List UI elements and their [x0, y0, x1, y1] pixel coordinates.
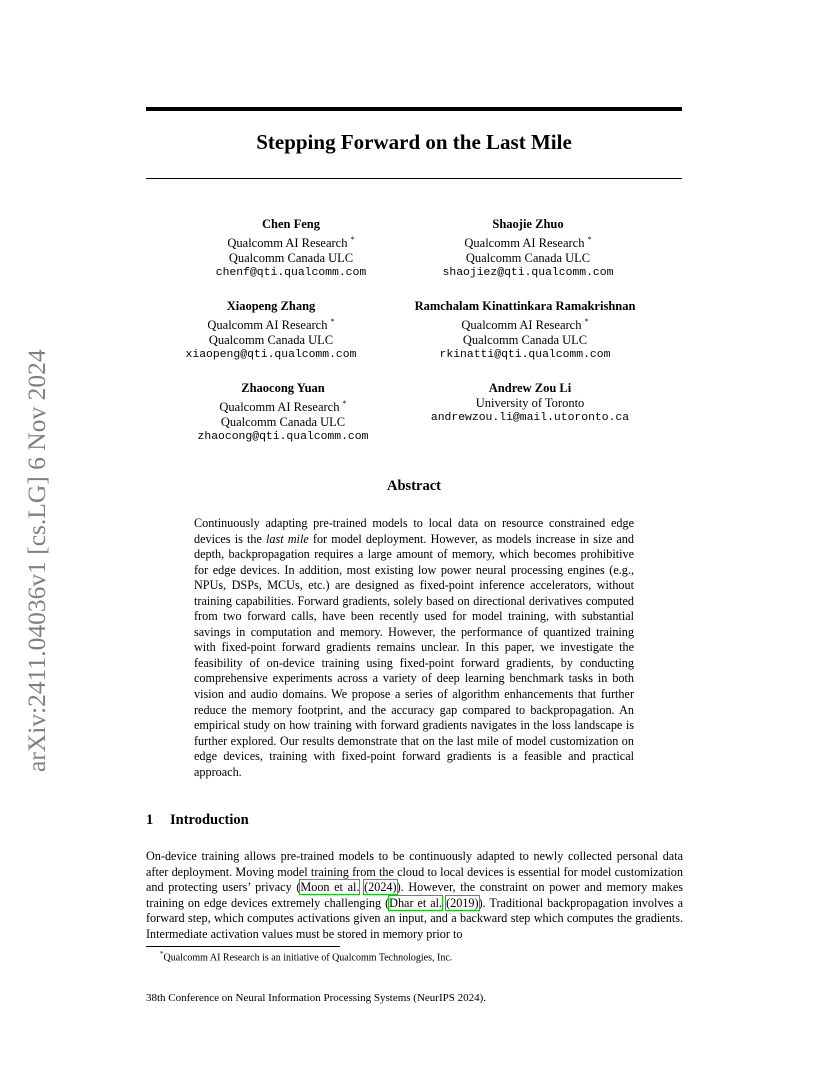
- author-name: Ramchalam Kinattinkara Ramakrishnan: [414, 299, 636, 313]
- author-name: Xiaopeng Zhang: [226, 299, 316, 313]
- intro-text: ). However, the constraint on power and memory makes training on edge devices extremely challenging (: [146, 880, 684, 910]
- author-affiliation: Qualcomm Canada ULC: [228, 251, 354, 266]
- author-block: [386, 299, 664, 363]
- author-affiliation: Qualcomm AI Research: [461, 318, 582, 333]
- author-email: andrewzou.li@mail.utoronto.ca: [430, 412, 630, 424]
- citation-year-link[interactable]: (2019): [446, 895, 479, 910]
- citation-link[interactable]: Dhar et al.: [389, 895, 443, 910]
- paper-title: Stepping Forward on the Last Mile: [256, 130, 572, 154]
- footnote-text: Qualcomm AI Research is an initiative of Qualcomm Technologies, Inc.: [163, 952, 453, 964]
- author-block: [168, 381, 398, 445]
- author-affiliation: University of Toronto: [475, 396, 585, 410]
- title-rule-top: [146, 107, 682, 111]
- abstract-emphasis: last mile: [266, 531, 309, 546]
- footnote-mark: *: [587, 235, 592, 244]
- abstract-body: [194, 516, 634, 780]
- author-name: Shaojie Zhuo: [492, 217, 564, 231]
- citation-link[interactable]: Moon et al.: [300, 880, 360, 894]
- author-name: Andrew Zou Li: [488, 381, 572, 395]
- author-block: [398, 217, 658, 281]
- citation-year-link[interactable]: (2024): [364, 880, 397, 894]
- abstract-text: Continuously adapting pre-trained models to local data on resource constrained edge devices is the: [194, 516, 634, 546]
- title-rule-bottom: [146, 178, 682, 179]
- author-email: rkinatti@qti.qualcomm.com: [439, 349, 611, 362]
- footnote-mark: *: [330, 317, 335, 326]
- intro-paragraph: [146, 849, 683, 942]
- author-name: Zhaocong Yuan: [241, 381, 325, 395]
- author-block: [398, 381, 662, 426]
- section-number: 1: [146, 812, 154, 828]
- author-name: Chen Feng: [262, 217, 320, 231]
- author-email: chenf@qti.qualcomm.com: [215, 267, 367, 280]
- author-affiliation: Qualcomm AI Research: [464, 236, 585, 251]
- footnote-rule: [146, 946, 340, 947]
- abstract-paragraph: [194, 516, 634, 780]
- author-affiliation: Qualcomm AI Research: [219, 400, 340, 415]
- footnote-mark: *: [342, 399, 347, 408]
- section-title: Introduction: [170, 812, 249, 828]
- intro-text: ). Traditional backpropagation involves a forward step, which computes activations given an input, and a backward step which computes the gradients. Intermediate activation values must be stored in memory prior to: [146, 895, 684, 941]
- author-block: [176, 217, 406, 281]
- author-affiliation: Qualcomm AI Research: [207, 318, 328, 333]
- arxiv-identifier: arXiv:2411.04036v1 [cs.LG] 6 Nov 2024: [22, 349, 51, 772]
- footnote-mark: *: [350, 235, 355, 244]
- footnote: [160, 950, 452, 963]
- section-heading: [146, 812, 249, 829]
- author-affiliation: Qualcomm AI Research: [227, 236, 348, 251]
- abstract-heading: Abstract: [387, 478, 441, 494]
- author-block: [156, 299, 386, 363]
- author-email: zhaocong@qti.qualcomm.com: [197, 431, 369, 444]
- author-affiliation: Qualcomm Canada ULC: [208, 333, 334, 348]
- intro-text: On-device training allows pre-trained models to be continuously adapted to newly collected personal data after deployment. Moving model training from the cloud to local devices is essential for model customization and protecting users’ privacy (: [146, 849, 683, 894]
- abstract-text: for model deployment. However, as models increase in size and depth, backpropagation requires a large amount of memory, which becomes prohibitive for edge devices. In addition, most existing low power neural processing engines (e.g., NPUs, DSPs, MCUs, etc.) are designed as fixed-point inference accelerators, without training capabilities. Forward gradients, solely based on directional derivatives computed from two forward calls, have been recently used for model training, with substantial savings in computation and memory. However, the performance of quantized training with fixed-point forward gradients remains unclear. In this paper, we investigate the feasibility of on-device training using fixed-point forward gradients, by conducting comprehensive experiments across a variety of deep learning benchmark tasks in both vision and audio domains. We propose a series of algorithm enhancements that further reduce the memory footprint, and the accuracy gap compared to backpropagation. An empirical study on how training with forward gradients navigates in the loss landscape is further explored. Our results demonstrate that on the last mile of model customization on edge devices, training with fixed-point forward gradients is a feasible and practical approach.: [194, 531, 634, 779]
- author-affiliation: Qualcomm Canada ULC: [465, 251, 591, 266]
- intro-body: [146, 849, 683, 942]
- footnote-mark: *: [160, 950, 164, 958]
- footnote-mark: *: [584, 317, 589, 326]
- author-email: xiaopeng@qti.qualcomm.com: [185, 349, 357, 362]
- venue-note: 38th Conference on Neural Information Processing Systems (NeurIPS 2024).: [146, 992, 487, 1004]
- author-email: shaojiez@qti.qualcomm.com: [442, 267, 614, 280]
- author-affiliation: Qualcomm Canada ULC: [462, 333, 588, 348]
- author-affiliation: Qualcomm Canada ULC: [220, 415, 346, 430]
